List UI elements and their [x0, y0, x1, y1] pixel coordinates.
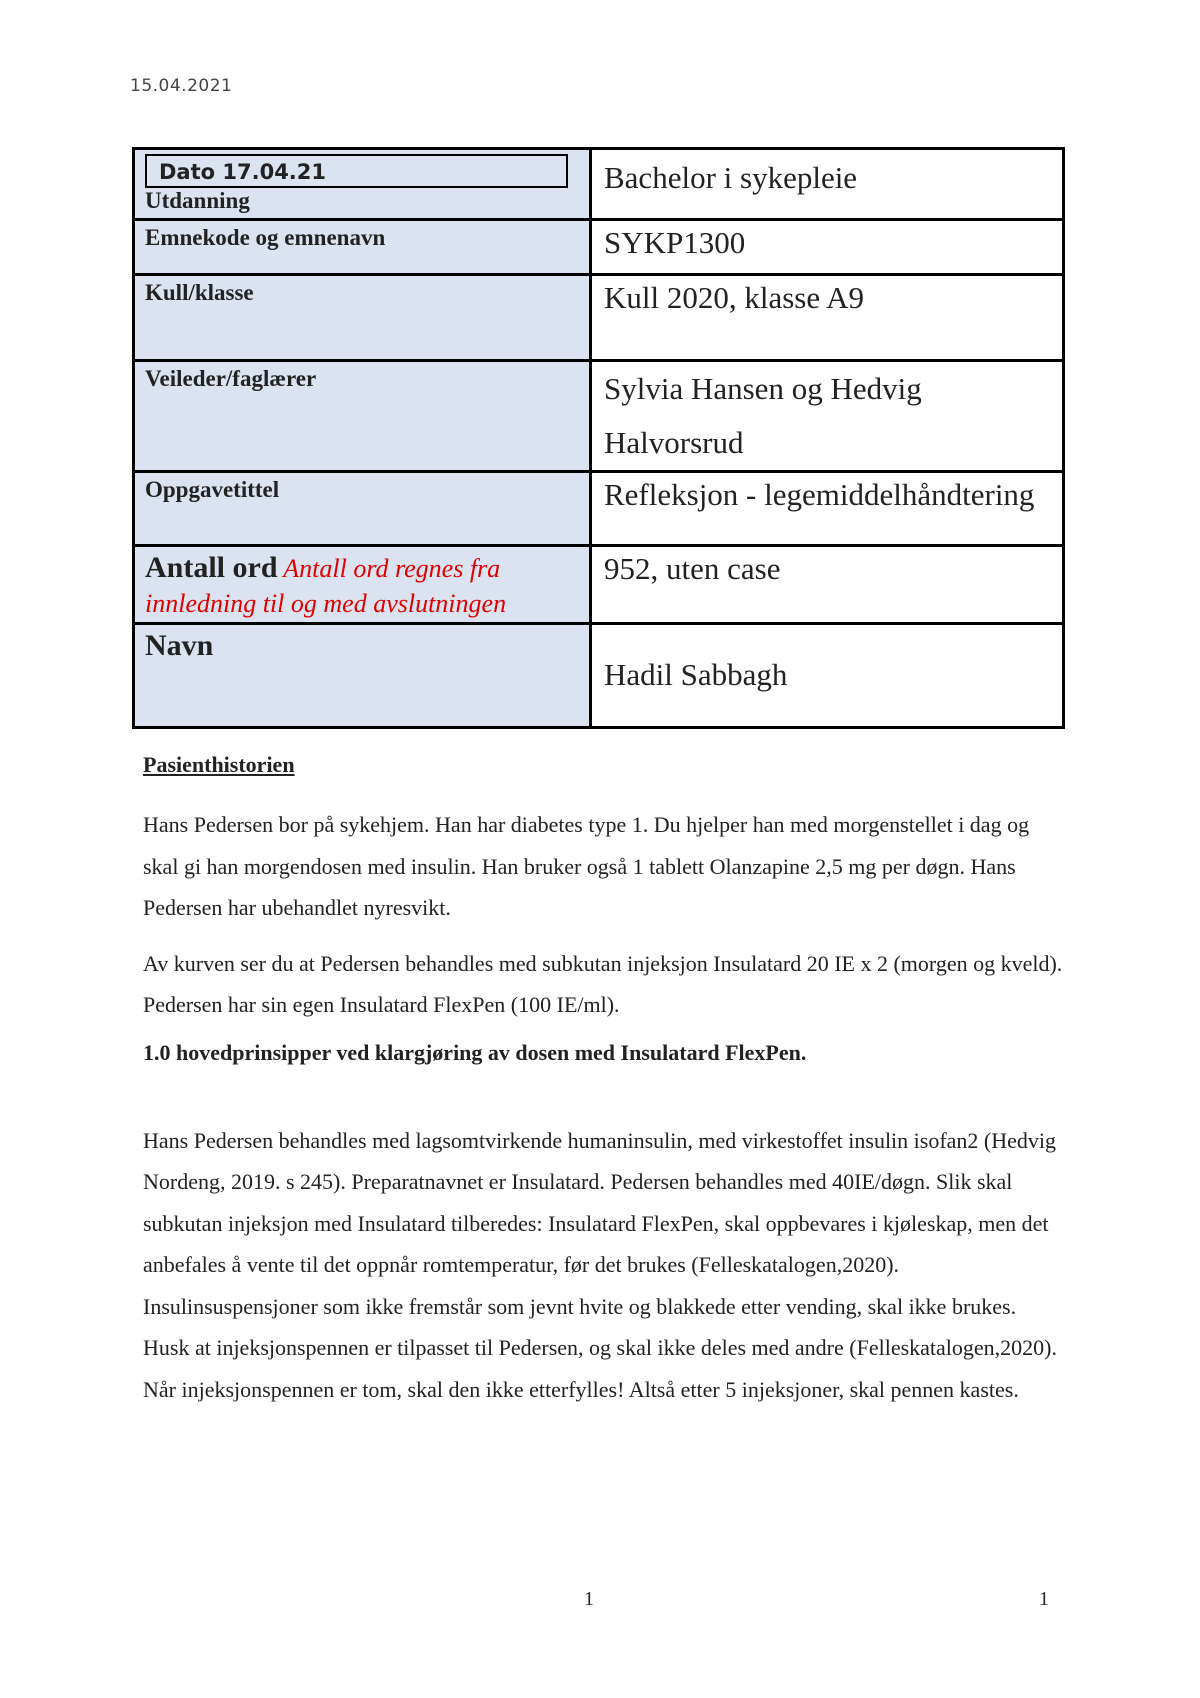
table-row — [134, 546, 1064, 624]
row-label-antall-ord: Antall ord — [145, 551, 278, 584]
paragraph: Hans Pedersen behandles med lagsomtvirkende humaninsulin, med virkestoffet insulin isofan2 (Hedvig Nordeng, 2019. s 245). Preparatnavnet er Insulatard. Pedersen behandles med 40IE/døgn. Slik skal subkutan injeksjon med Insulatard tilberedes: Insulatard FlexPen, skal oppbevares i kjøleskap, men det anbefales å vente til det oppnår romtemperatur, før det brukes (Felleskatalogen,2020). Insulinsuspensjoner som ikke fremstår som jevnt hvite og blakkede etter vending, skal ikke brukes. Husk at injeksjonspennen er tilpasset til Pedersen, og skal ikke deles med andre (Felleskatalogen,2020). Når injeksjonspennen er tom, skal den ikke etterfylles! Altså etter 5 injeksjoner, skal pennen kastes. — [143, 1127, 1057, 1402]
row-label-utdanning: Utdanning — [145, 188, 250, 213]
row-value-navn: Hadil Sabbagh — [591, 624, 1064, 728]
row-label-veileder: Veileder/faglærer — [134, 361, 591, 472]
section-heading: 1.0 hovedprinsipper ved klargjøring av dosen med Insulatard FlexPen. — [143, 1039, 807, 1065]
row-value-utdanning: Bachelor i sykepleie — [591, 149, 1064, 220]
header-date: 15.04.2021 — [130, 76, 233, 96]
cover-table — [132, 147, 1065, 729]
table-row — [134, 472, 1064, 546]
row-value-kull: Kull 2020, klasse A9 — [591, 275, 1064, 361]
table-row — [134, 275, 1064, 361]
row-label-kull: Kull/klasse — [134, 275, 591, 361]
row-value-emnekode: SYKP1300 — [591, 220, 1064, 275]
page-number-center: 1 — [584, 1588, 594, 1610]
word-count-note: Antall ord regnes fra innledning til og med avslutningen — [145, 554, 507, 618]
row-label-navn: Navn — [145, 629, 214, 662]
date-box: Dato 17.04.21 — [145, 154, 568, 188]
row-label-emnekode: Emnekode og emnenavn — [134, 220, 591, 275]
row-value-oppgavetittel: Refleksjon - legemiddelhåndtering — [591, 472, 1064, 546]
label-cell — [134, 546, 591, 624]
paragraph: Hans Pedersen bor på sykehjem. Han har diabetes type 1. Du hjelper han med morgenstellet i dag og skal gi han morgendosen med insulin. Han bruker også 1 tablett Olanzapine 2,5 mg per døgn. Hans Pedersen har ubehandlet nyresvikt. — [143, 812, 1030, 920]
table-row — [134, 220, 1064, 275]
paragraph: Av kurven ser du at Pedersen behandles med subkutan injeksjon Insulatard 20 IE x 2 (morgen og kveld). Pedersen har sin egen Insulatard FlexPen (100 IE/ml). — [143, 950, 1063, 1017]
table-row — [134, 361, 1064, 472]
label-cell — [134, 624, 591, 728]
row-value-antall-ord: 952, uten case — [591, 546, 1064, 624]
section-title: Pasienthistorien — [143, 752, 295, 777]
document-body — [143, 752, 1063, 1424]
row-value-veileder: Sylvia Hansen og Hedvig Halvorsrud — [591, 361, 1064, 472]
page-number-right: 1 — [1039, 1588, 1049, 1610]
table-row — [134, 624, 1064, 728]
label-cell — [134, 149, 591, 220]
table-row — [134, 149, 1064, 220]
row-label-oppgavetittel: Oppgavetittel — [134, 472, 591, 546]
